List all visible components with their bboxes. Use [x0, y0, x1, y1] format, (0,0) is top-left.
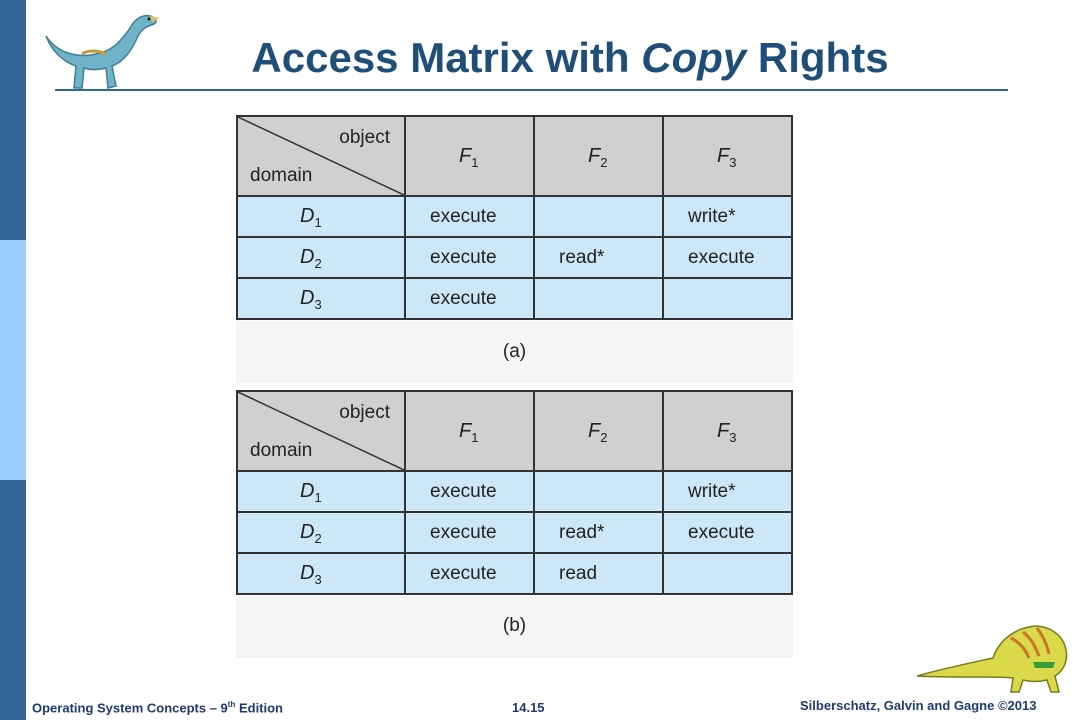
matrix-cell	[663, 278, 792, 319]
column-header-f2: $F_2$	[534, 391, 663, 471]
matrix-header-row	[237, 391, 792, 471]
table-row	[237, 553, 792, 594]
row-header-d1: $D_1$	[237, 196, 405, 237]
column-header-f2: $F_2$	[534, 116, 663, 196]
matrix-cell: write*	[663, 471, 792, 512]
dinosaur-mascot-icon	[915, 618, 1075, 698]
slide-title: Access Matrix with Copy Rights	[251, 34, 889, 81]
matrix-cell: read*	[534, 512, 663, 553]
row-header-d3: $D_3$	[237, 553, 405, 594]
table-row	[237, 471, 792, 512]
row-header-d3: $D_3$	[237, 278, 405, 319]
table-row	[237, 196, 792, 237]
matrix-cell	[663, 553, 792, 594]
row-header-d1: $D_1$	[237, 471, 405, 512]
matrix-cell: execute	[405, 196, 534, 237]
footer-copyright: Silberschatz, Galvin and Gagne ©2013	[800, 698, 1037, 713]
matrix-cell: execute	[405, 471, 534, 512]
table-row	[237, 237, 792, 278]
caption-b: (b)	[502, 615, 527, 636]
access-matrix-a	[236, 115, 793, 320]
matrix-cell: execute	[663, 237, 792, 278]
column-header-f1: $F_1$	[405, 116, 534, 196]
left-accent-highlight	[0, 240, 26, 480]
table-row	[237, 512, 792, 553]
matrix-cell: execute	[405, 512, 534, 553]
domain-label: domain	[250, 440, 313, 461]
caption-a: (a)	[502, 341, 527, 362]
left-accent-bar	[0, 0, 26, 720]
matrix-cell: execute	[405, 237, 534, 278]
matrix-cell: read	[534, 553, 663, 594]
row-header-d2: $D_2$	[237, 512, 405, 553]
row-header-d2: $D_2$	[237, 237, 405, 278]
footer-page-number: 14.15	[512, 700, 545, 715]
object-label: object	[339, 402, 390, 423]
matrix-cell: execute	[405, 278, 534, 319]
matrix-cell	[534, 471, 663, 512]
column-header-f1: $F_1$	[405, 391, 534, 471]
corner-cell	[237, 116, 405, 196]
column-header-f3: $F_3$	[663, 116, 792, 196]
table-row	[237, 278, 792, 319]
corner-cell	[237, 391, 405, 471]
access-matrix-b	[236, 390, 793, 595]
matrix-cell: read*	[534, 237, 663, 278]
object-label: object	[339, 127, 390, 148]
matrix-cell	[534, 278, 663, 319]
footer-book-title: Operating System Concepts – 9th Edition	[32, 700, 284, 716]
matrix-cell: execute	[405, 553, 534, 594]
column-header-f3: $F_3$	[663, 391, 792, 471]
title-underline	[55, 89, 1008, 91]
matrix-cell: write*	[663, 196, 792, 237]
domain-label: domain	[250, 165, 313, 186]
matrix-cell	[534, 196, 663, 237]
matrix-cell: execute	[663, 512, 792, 553]
matrix-header-row	[237, 116, 792, 196]
